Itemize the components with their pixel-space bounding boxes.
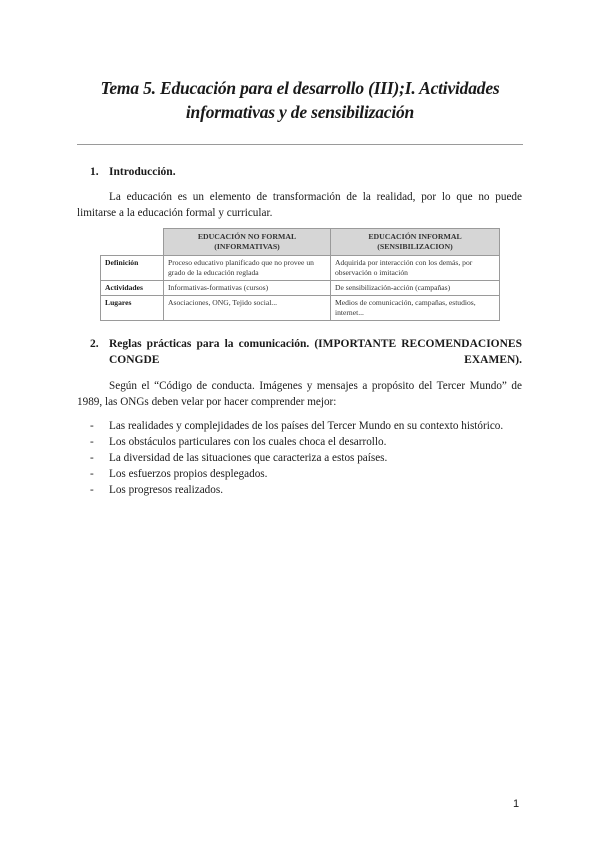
list-item bbox=[90, 418, 522, 434]
table-cell: Proceso educativo planificado que no provee un grado de la educación reglada bbox=[164, 256, 331, 281]
list-item-text: Los esfuerzos propios desplegados. bbox=[109, 468, 268, 480]
page-title bbox=[60, 76, 540, 124]
bullet-dash: - bbox=[90, 436, 94, 448]
table-cell: Medios de comunicación, campañas, estudios, internet... bbox=[331, 296, 500, 321]
list-item-text: La diversidad de las situaciones que caracteriza a estos países. bbox=[109, 452, 388, 464]
section-2-paragraph: Según el “Código de conducta. Imágenes y mensajes a propósito del Tercer Mundo” de 1989, las ONGs deben velar por hacer comprender mejor: bbox=[77, 380, 522, 408]
list-item-text: Los progresos realizados. bbox=[109, 484, 224, 496]
list-item bbox=[90, 434, 522, 450]
table-cell: Adquirida por interacción con los demás, por observación o imitación bbox=[331, 256, 500, 281]
section-1-title: Introducción. bbox=[109, 166, 176, 178]
table-corner-cell bbox=[101, 229, 164, 256]
table-row-label: Actividades bbox=[101, 281, 164, 296]
bullet-dash: - bbox=[90, 452, 94, 464]
list-item bbox=[90, 466, 522, 482]
list-item bbox=[90, 482, 522, 498]
table-header-cell: EDUCACIÓN NO FORMAL (INFORMATIVAS) bbox=[164, 229, 331, 256]
section-2-number: 2. bbox=[90, 338, 99, 350]
page-number: 1 bbox=[513, 798, 520, 810]
section-2-heading bbox=[90, 336, 522, 368]
education-comparison-table bbox=[100, 228, 500, 321]
page-title-line-2: informativas y de sensibilización bbox=[185, 102, 415, 122]
list-item-text: Los obstáculos particulares con los cuales choca el desarrollo. bbox=[109, 436, 387, 448]
table-row bbox=[101, 256, 500, 281]
recommendations-list bbox=[90, 418, 522, 498]
bullet-dash: - bbox=[90, 484, 94, 496]
list-item-text: Las realidades y complejidades de los países del Tercer Mundo en su contexto histórico. bbox=[109, 420, 504, 432]
page-title-line-1: Tema 5. Educación para el desarrollo (III);I. Actividades bbox=[100, 78, 500, 98]
section-1-number: 1. bbox=[90, 166, 99, 178]
table-row-label: Lugares bbox=[101, 296, 164, 321]
bullet-dash: - bbox=[90, 420, 94, 432]
table-row-label: Definición bbox=[101, 256, 164, 281]
table-header-row bbox=[101, 229, 500, 256]
section-1-paragraph: La educación es un elemento de transformación de la realidad, por lo que no puede limitarse a la educación formal y curricular. bbox=[77, 191, 522, 219]
section-2-title: Reglas prácticas para la comunicación. (IMPORTANTE RECOMENDACIONES CONGDE EXAMEN). bbox=[109, 338, 522, 366]
table-cell: Asociaciones, ONG, Tejido social... bbox=[164, 296, 331, 321]
list-item bbox=[90, 450, 522, 466]
table-cell: Informativas-formativas (cursos) bbox=[164, 281, 331, 296]
bullet-dash: - bbox=[90, 468, 94, 480]
table-cell: De sensibilización-acción (campañas) bbox=[331, 281, 500, 296]
table-header-cell: EDUCACIÓN INFORMAL (SENSIBILIZACION) bbox=[331, 229, 500, 256]
title-divider bbox=[77, 144, 523, 145]
table-row bbox=[101, 281, 500, 296]
table-row bbox=[101, 296, 500, 321]
